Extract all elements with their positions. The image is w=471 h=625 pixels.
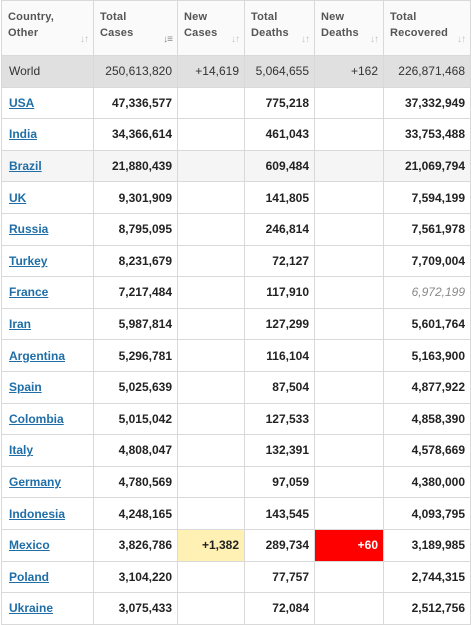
table-row (2, 371, 471, 403)
new-deaths-cell (315, 277, 384, 309)
world-row (2, 56, 471, 88)
total-recovered-cell: 4,093,795 (384, 498, 471, 530)
total-cases-cell: 8,795,095 (94, 213, 178, 245)
country-link[interactable]: Argentina (9, 348, 66, 363)
world-total-recovered: 226,871,468 (384, 56, 471, 88)
total-recovered-cell: 7,594,199 (384, 182, 471, 214)
total-deaths-cell: 72,084 (245, 593, 315, 625)
country-cell (2, 435, 94, 467)
header-new-cases[interactable]: New Cases ↓↑ (178, 1, 245, 56)
country-cell (2, 182, 94, 214)
total-recovered-cell: 7,709,004 (384, 245, 471, 277)
total-cases-cell: 34,366,614 (94, 119, 178, 151)
total-cases-cell: 5,987,814 (94, 308, 178, 340)
total-recovered-cell: 2,512,756 (384, 593, 471, 625)
total-deaths-cell: 289,734 (245, 529, 315, 561)
country-link[interactable]: Poland (9, 569, 50, 584)
total-cases-cell: 7,217,484 (94, 277, 178, 309)
total-deaths-cell: 246,814 (245, 213, 315, 245)
country-cell (2, 150, 94, 182)
new-deaths-cell (315, 371, 384, 403)
total-recovered-cell: 6,972,199 (384, 277, 471, 309)
new-cases-cell (178, 277, 245, 309)
world-new-cases: +14,619 (178, 56, 245, 88)
new-cases-cell (178, 435, 245, 467)
sort-icon[interactable]: ↓↑ (301, 34, 309, 45)
total-deaths-cell: 132,391 (245, 435, 315, 467)
new-deaths-cell (315, 466, 384, 498)
total-deaths-cell: 116,104 (245, 340, 315, 372)
country-cell (2, 245, 94, 277)
country-link[interactable]: Colombia (9, 411, 64, 426)
country-cell (2, 371, 94, 403)
new-deaths-cell (315, 498, 384, 530)
country-link[interactable]: Ukraine (9, 601, 54, 616)
country-link[interactable]: USA (9, 95, 35, 110)
world-total-deaths: 5,064,655 (245, 56, 315, 88)
total-recovered-cell: 4,578,669 (384, 435, 471, 467)
country-link[interactable]: India (9, 127, 38, 142)
new-cases-cell (178, 466, 245, 498)
new-cases-cell (178, 308, 245, 340)
total-cases-cell: 3,075,433 (94, 593, 178, 625)
new-deaths-cell (315, 561, 384, 593)
country-link[interactable]: Iran (9, 317, 32, 332)
table-row (2, 340, 471, 372)
new-deaths-cell (315, 213, 384, 245)
new-cases-cell (178, 403, 245, 435)
sort-desc-icon[interactable]: ↓≡ (163, 34, 172, 45)
world-new-deaths: +162 (315, 56, 384, 88)
table-row (2, 213, 471, 245)
total-deaths-cell: 775,218 (245, 87, 315, 119)
total-recovered-cell: 4,858,390 (384, 403, 471, 435)
header-total-recovered[interactable]: Total Recovered ↓↑ (384, 1, 471, 56)
country-cell (2, 308, 94, 340)
country-cell (2, 277, 94, 309)
table-row (2, 87, 471, 119)
total-cases-cell: 4,780,569 (94, 466, 178, 498)
table-row (2, 150, 471, 182)
new-cases-cell (178, 593, 245, 625)
new-cases-cell (178, 371, 245, 403)
total-cases-cell: 5,015,042 (94, 403, 178, 435)
sort-icon[interactable]: ↓↑ (370, 34, 378, 45)
new-cases-cell (178, 340, 245, 372)
total-recovered-cell: 37,332,949 (384, 87, 471, 119)
country-cell (2, 87, 94, 119)
country-link[interactable]: Mexico (9, 538, 50, 553)
total-recovered-cell: 5,163,900 (384, 340, 471, 372)
new-deaths-cell (315, 340, 384, 372)
total-deaths-cell: 127,299 (245, 308, 315, 340)
country-link[interactable]: Italy (9, 443, 34, 458)
new-deaths-cell (315, 403, 384, 435)
total-cases-cell: 9,301,909 (94, 182, 178, 214)
total-deaths-cell: 87,504 (245, 371, 315, 403)
country-cell (2, 466, 94, 498)
country-link[interactable]: Turkey (9, 253, 48, 268)
total-cases-cell: 5,025,639 (94, 371, 178, 403)
new-cases-cell (178, 182, 245, 214)
new-deaths-cell (315, 87, 384, 119)
country-link[interactable]: Indonesia (9, 506, 66, 521)
total-recovered-cell: 4,877,922 (384, 371, 471, 403)
total-cases-cell: 5,296,781 (94, 340, 178, 372)
world-country-cell: World (2, 56, 94, 88)
total-deaths-cell: 72,127 (245, 245, 315, 277)
country-cell (2, 593, 94, 625)
total-deaths-cell: 97,059 (245, 466, 315, 498)
covid-stats-table (1, 0, 471, 625)
new-cases-cell (178, 245, 245, 277)
total-cases-cell: 3,104,220 (94, 561, 178, 593)
total-cases-cell: 4,248,165 (94, 498, 178, 530)
table-row (2, 182, 471, 214)
table-row (2, 245, 471, 277)
new-cases-cell (178, 87, 245, 119)
total-recovered-cell: 7,561,978 (384, 213, 471, 245)
world-total-cases: 250,613,820 (94, 56, 178, 88)
new-cases-cell (178, 150, 245, 182)
country-link[interactable]: France (9, 285, 49, 300)
new-deaths-cell: +60 (315, 529, 384, 561)
header-total-deaths[interactable]: Total Deaths ↓↑ (245, 1, 315, 56)
header-new-deaths[interactable]: New Deaths ↓↑ (315, 1, 384, 56)
country-cell (2, 213, 94, 245)
header-row (2, 1, 471, 56)
table-row (2, 277, 471, 309)
table-row (2, 529, 471, 561)
new-deaths-cell (315, 150, 384, 182)
country-link[interactable]: Spain (9, 380, 42, 395)
table-row (2, 466, 471, 498)
table-row (2, 593, 471, 625)
country-link[interactable]: Brazil (9, 159, 42, 174)
total-recovered-cell: 5,601,764 (384, 308, 471, 340)
total-deaths-cell: 143,545 (245, 498, 315, 530)
table-row (2, 498, 471, 530)
total-recovered-cell: 3,189,985 (384, 529, 471, 561)
new-cases-cell (178, 561, 245, 593)
total-deaths-cell: 141,805 (245, 182, 315, 214)
total-deaths-cell: 117,910 (245, 277, 315, 309)
country-cell (2, 561, 94, 593)
table-row (2, 308, 471, 340)
country-link[interactable]: UK (9, 190, 27, 205)
country-cell (2, 498, 94, 530)
country-cell (2, 529, 94, 561)
total-recovered-cell: 21,069,794 (384, 150, 471, 182)
total-deaths-cell: 77,757 (245, 561, 315, 593)
new-deaths-cell (315, 182, 384, 214)
country-cell (2, 340, 94, 372)
country-cell (2, 403, 94, 435)
total-cases-cell: 8,231,679 (94, 245, 178, 277)
country-link[interactable]: Germany (9, 475, 62, 490)
new-deaths-cell (315, 308, 384, 340)
total-cases-cell: 21,880,439 (94, 150, 178, 182)
total-recovered-cell: 2,744,315 (384, 561, 471, 593)
total-cases-cell: 4,808,047 (94, 435, 178, 467)
total-deaths-cell: 609,484 (245, 150, 315, 182)
new-cases-cell (178, 119, 245, 151)
header-total-cases[interactable]: Total Cases ↓≡ (94, 1, 178, 56)
new-cases-cell (178, 498, 245, 530)
country-cell (2, 119, 94, 151)
total-recovered-cell: 4,380,000 (384, 466, 471, 498)
sort-icon[interactable]: ↓↑ (80, 34, 88, 45)
table-row (2, 435, 471, 467)
table-row (2, 561, 471, 593)
new-cases-cell (178, 213, 245, 245)
new-deaths-cell (315, 119, 384, 151)
table-row (2, 403, 471, 435)
header-country[interactable]: Country, Other ↓↑ (2, 1, 94, 56)
table-row (2, 119, 471, 151)
total-cases-cell: 3,826,786 (94, 529, 178, 561)
new-deaths-cell (315, 245, 384, 277)
total-deaths-cell: 127,533 (245, 403, 315, 435)
total-cases-cell: 47,336,577 (94, 87, 178, 119)
sort-icon[interactable]: ↓↑ (457, 34, 465, 45)
new-deaths-cell (315, 435, 384, 467)
new-deaths-cell (315, 593, 384, 625)
total-recovered-cell: 33,753,488 (384, 119, 471, 151)
new-cases-cell: +1,382 (178, 529, 245, 561)
country-link[interactable]: Russia (9, 222, 49, 237)
sort-icon[interactable]: ↓↑ (231, 34, 239, 45)
total-deaths-cell: 461,043 (245, 119, 315, 151)
